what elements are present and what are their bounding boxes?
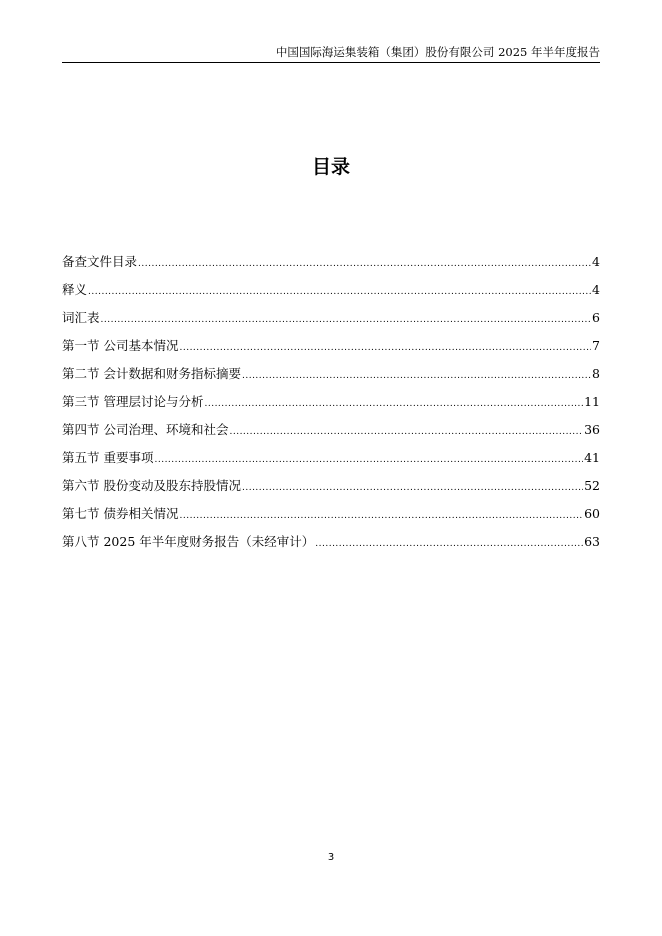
toc-entry-label: 第二节 会计数据和财务指标摘要 [62, 366, 241, 381]
toc-page-number: 6 [592, 310, 600, 325]
toc-dot-leader [88, 283, 591, 301]
toc-dot-leader [242, 479, 583, 497]
toc-entry[interactable] [62, 393, 600, 421]
toc-entry[interactable] [62, 365, 600, 393]
toc-entry-label: 第四节 公司治理、环境和社会 [62, 422, 229, 437]
page-header [62, 44, 600, 63]
toc-entry[interactable] [62, 477, 600, 505]
toc-entry-label: 第五节 重要事项 [62, 450, 154, 465]
toc-dot-leader [204, 395, 583, 413]
toc-dot-leader [229, 423, 583, 441]
toc-page-number: 4 [592, 254, 600, 269]
toc-page-number: 7 [592, 338, 600, 353]
toc-dot-leader [138, 255, 591, 273]
toc-dot-leader [101, 311, 592, 329]
toc-entry-label: 释义 [62, 282, 88, 297]
toc-entry-label: 第八节 2025 年半年度财务报告（未经审计） [62, 534, 315, 549]
toc-entry[interactable] [62, 309, 600, 337]
toc-page-number: 4 [592, 282, 600, 297]
toc-page-number: 8 [592, 366, 600, 381]
toc-page-number: 52 [584, 478, 600, 493]
header-text: 中国国际海运集装箱（集团）股份有限公司 2025 年半年度报告 [275, 45, 600, 59]
toc-page-number: 63 [584, 534, 600, 549]
page-footer [0, 852, 662, 863]
toc-page-number: 36 [584, 422, 600, 437]
toc-dot-leader [242, 367, 591, 385]
toc-entry[interactable] [62, 449, 600, 477]
toc-page-number: 41 [584, 450, 600, 465]
table-of-contents [62, 253, 600, 561]
toc-entry[interactable] [62, 337, 600, 365]
toc-entry[interactable] [62, 421, 600, 449]
toc-entry-label: 备查文件目录 [62, 254, 138, 269]
page-number: 3 [327, 852, 335, 863]
toc-entry-label: 第七节 债券相关情况 [62, 506, 179, 521]
toc-dot-leader [179, 507, 583, 525]
toc-page-number: 11 [584, 394, 600, 409]
toc-entry[interactable] [62, 533, 600, 561]
toc-dot-leader [154, 451, 583, 469]
toc-entry[interactable] [62, 253, 600, 281]
toc-dot-leader [315, 535, 583, 553]
page-title: 目录 [311, 156, 350, 178]
toc-dot-leader [179, 339, 591, 357]
toc-entry-label: 第一节 公司基本情况 [62, 338, 179, 353]
toc-entry[interactable] [62, 505, 600, 533]
toc-entry-label: 第三节 管理层讨论与分析 [62, 394, 204, 409]
toc-page-number: 60 [584, 506, 600, 521]
toc-entry-label: 第六节 股份变动及股东持股情况 [62, 478, 241, 493]
toc-entry[interactable] [62, 281, 600, 309]
toc-entry-label: 词汇表 [62, 310, 100, 325]
